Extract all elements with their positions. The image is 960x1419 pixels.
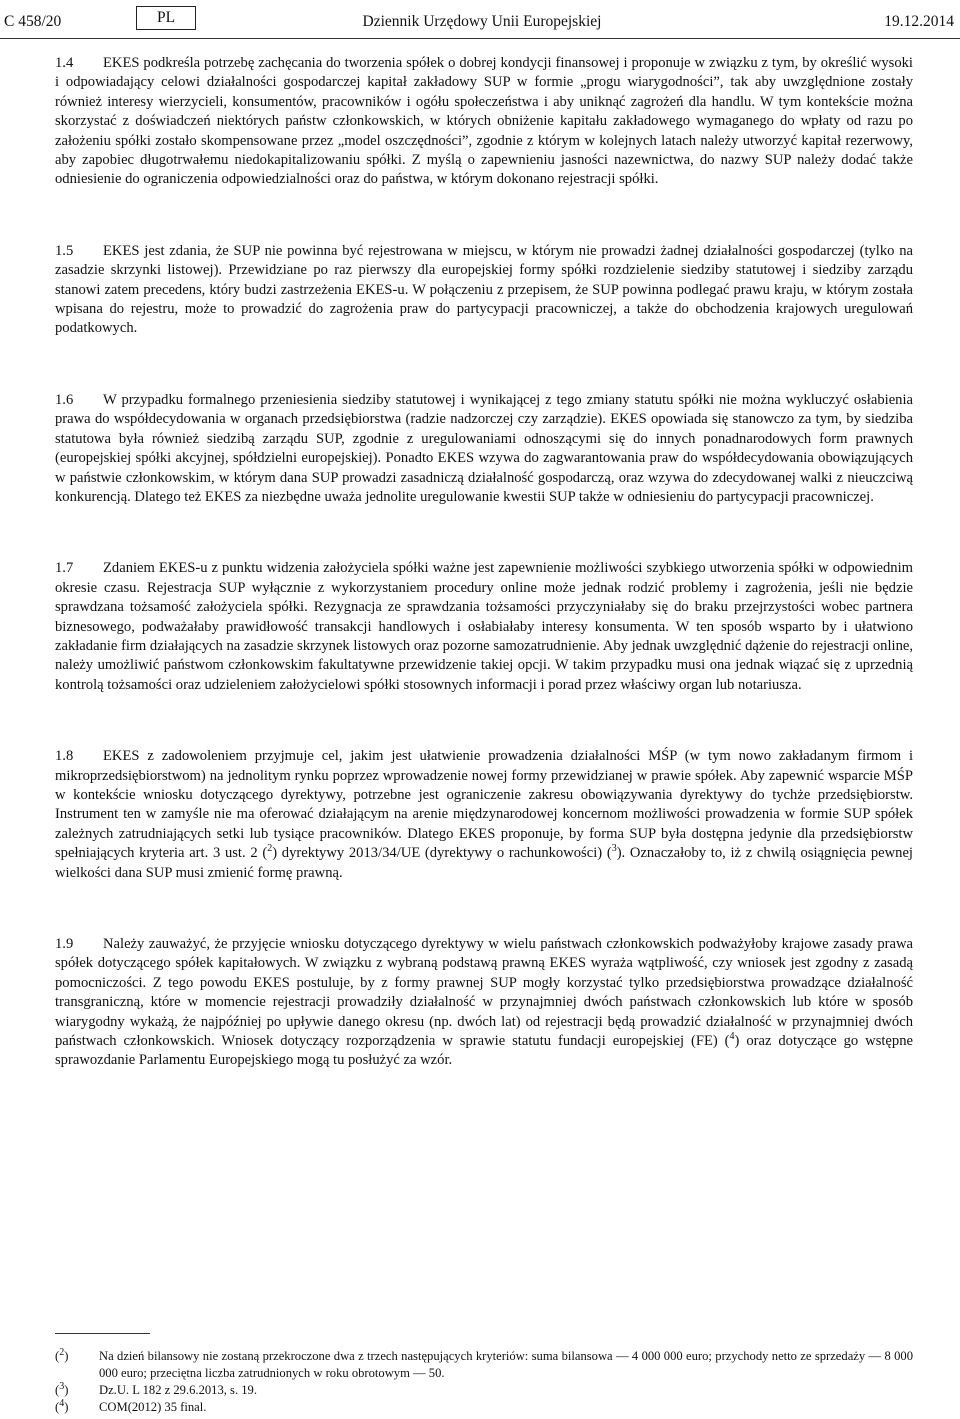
footnote-3 — [55, 1382, 913, 1399]
paragraph-number: 1.7 — [55, 560, 74, 577]
paragraph-1-5 — [55, 242, 913, 339]
footnote-reference[interactable]: 4 — [729, 1031, 735, 1043]
paragraph-number: 1.5 — [55, 242, 74, 259]
document-body — [55, 54, 913, 1071]
language-badge: PL — [136, 6, 196, 30]
paragraph-number: 1.9 — [55, 936, 74, 952]
paragraph-text: EKES z zadowoleniem przyjmuje cel, jakim jest ułatwienie prowadzenia działalności MŚP (w tym nowo zakładanym firmom i mikroprzedsiębiorstwom) na jednolitym rynku poprzez wprowadzenie nowej formy przewidzianej w prawie spółek. Aby zapewnić wsparcie MŚP w kontekście wniosku dotyczącego dyrektywy, potrzebne jest ograniczenie zakresu obowiązywania dyrektywy do tychże przedsiębiorstw. Instrument ten w zamyśle nie ma oferować działającym na arenie międzynarodowej koncernom możliwości prowadzenia w formie SUP spółek zależnych zatrudniających setki lub tysiące pracowników. Dlatego EKES proponuje, by forma SUP była dostępna jedynie dla przedsiębiorstw spełniających kryteria art. 3 ust. 2 ( — [55, 748, 913, 862]
footnote-mark: ($^3$) — [55, 1380, 69, 1397]
paragraph-1-7 — [55, 559, 913, 695]
footnote-reference[interactable]: 3 — [611, 843, 617, 855]
paragraph-text: Zdaniem EKES-u z punktu widzenia założyciela spółki ważne jest zapewnienie możliwości szybkiego utworzenia spółki w odpowiednim okresie czasu. Rejestracja SUP wyłącznie z wykorzystaniem procedury online może jednak rodzić problemy i zagrożenia, jeśli nie będzie sprawdzana tożsamość założyciela spółki. Rezygnacja ze sprawdzania tożsamości przyczyniałaby się do braku przejrzystości wobec partnera biznesowego, podważałaby prawidłowość transakcji handlowych i osłabiałaby interesy konsumenta. W ten sposób wsparto by i ułatwiono zakładanie firm działających na zasadzie skrzynek listowych oraz pozorne samozatrudnienie. Aby jednak uwzględnić dążenie do rejestracji online, należy umożliwić państwom członkowskim fakultatywne przewidzenie takiej opcji. W takim przypadku musi ona jednak wiązać się z uprzednią kontrolą tożsamości oraz udzieleniem założycielowi spółki stosownych informacji i porad przez właściwy organ lub notariusza. — [55, 560, 913, 693]
publication-date: 19.12.2014 — [884, 13, 954, 30]
paragraph-text: EKES podkreśla potrzebę zachęcania do tworzenia spółek o dobrej kondycji finansowej i proponuje w związku z tym, by określić wysoki i odpowiadający celowi działalności gospodarczej kapitał zakładowy SUP w formie „progu wiarygodności”, tak aby uwzględnione zostały również interesy wierzycieli, konsumentów, pracowników i ogółu społeczeństwa i aby uniknąć zagrożeń dla handlu. W tym kontekście można skorzystać z doświadczeń niektórych państw członkowskich, w których obniżenie kapitału zakładowego wymaganego do wpłaty od razu po założeniu spółki zostało skompensowane przez „model oszczędności”, zgodnie z którym w kolejnych latach należy utworzyć kapitał rezerwowy, aby zapobiec długotrwałemu niedokapitalizowaniu spółki. Z myślą o zapewnieniu jasności nazewnictwa, do nazwy SUP należy dodać także odniesienie do ograniczenia odpowiedzialności oraz do państwa, w którym dokonano rejestracji spółki. — [55, 55, 913, 188]
paragraph-text: ) dyrektywy 2013/34/UE (dyrektywy o rachunkowości) ( — [272, 845, 612, 862]
paragraph-text: EKES jest zdania, że SUP nie powinna być rejestrowana w miejscu, w którym nie prowadzi żadnej działalności gospodarczej (tylko na zasadzie skrzynki listowej). Przewidziane po raz pierwszy dla europejskiej formy spółki rozdzielenie siedziby statutowej i siedziby zarządu stanowi zatem precedens, który budzi zastrzeżenia EKES-u. W połączeniu z przepisem, że SUP powinna podlegać prawu kraju, w którym została wpisana do rejestru, może to prowadzić do zagrożenia praw do partycypacji pracowniczej, a także do obchodzenia krajowych uregulowań podatkowych. — [55, 242, 913, 337]
paragraph-text: Należy zauważyć, że przyjęcie wniosku dotyczącego dyrektywy w wielu państwach członkowskich podważyłoby krajowe zasady prawa spółek dotyczącego spółek kapitałowych. W związku z wybraną podstawą prawną EKES wyraża wątpliwość, czy wniosek jest zgodny z zasadą pomocniczości. Z tego powodu EKES postuluje, by z formy prawnej SUP mogły korzystać tylko przedsiębiorstwa prowadzące działalność transgraniczną, które w momencie rejestracji prowadziły działalność w przynajmniej dwóch państwach członkowskich lub które w sposób wiarygodny wykażą, że najpóźniej po upływie danego okresu (np. dwóch lat) od rejestracji będą prowadzić działalność w przynajmniej dwóch państwach członkowskich. Wniosek dotyczący rozporządzenia w sprawie statutu fundacji europejskiej (FE) ( — [55, 936, 913, 1050]
footnote-reference[interactable]: 2 — [267, 843, 273, 855]
paragraph-number: 1.4 — [55, 55, 74, 71]
paragraph-1-6 — [55, 391, 913, 507]
paragraph-1-9 — [55, 935, 913, 1071]
footnote-text: Dz.U. L 182 z 29.6.2013, s. 19. — [99, 1383, 257, 1397]
footnote-2 — [55, 1348, 913, 1382]
journal-title: Dziennik Urzędowy Unii Europejskiej — [362, 13, 602, 30]
header-divider — [0, 38, 960, 39]
footnote-text: Na dzień bilansowy nie zostaną przekroczone dwa z trzech następujących kryteriów: suma bilansowa — 4 000 000 euro; przychody netto ze sprzedaży — 8 000 000 euro; przeciętna liczba zatrudnionych w roku obrotowym — 50. — [99, 1349, 913, 1380]
paragraph-1-8 — [55, 747, 913, 883]
footnote-4 — [55, 1399, 913, 1416]
paragraph-text: W przypadku formalnego przeniesienia siedziby statutowej i wynikającej z tego zmiany statutu spółki nie można wykluczyć osłabienia prawa do współdecydowania w organach przedsiębiorstwa (radzie nadzorczej czy zarządzie). EKES opowiada się stanowczo za tym, by siedziba statutowa była również siedzibą zarządu SUP, zgodnie z uregulowaniami odnoszącymi się do innych ponadnarodowych form prawnych (europejskiej spółki akcyjnej, spółdzielni europejskiej). Ponadto EKES wzywa do zagwarantowania praw do współdecydowania obowiązujących w państwie członkowskim, w którym dana SUP prowadzi zasadniczą działalność gospodarczą, oraz wzywa do zdecydowanej walki z nieuczciwą konkurencją. Dlatego też EKES za niezbędne uważa jednolite uregulowanie kwestii SUP także w odniesieniu do partycypacji pracowniczej. — [55, 391, 913, 505]
footnotes — [55, 1348, 913, 1416]
paragraph-number: 1.8 — [55, 748, 74, 765]
footnote-mark: ($^2$) — [55, 1346, 69, 1363]
paragraph-number: 1.6 — [55, 391, 74, 408]
paragraph-text: ) oraz dotyczące go wstępne sprawozdanie Parlamentu Europejskiego mogą tu posłużyć za wzór. — [55, 1033, 913, 1069]
paragraph-text: ). Oznaczałoby to, iż z chwilą osiągnięcia pewnej wielkości dana SUP musi zmienić formę prawną. — [55, 845, 913, 881]
document-reference: C 458/20 — [4, 13, 62, 30]
paragraph-1-4 — [55, 54, 913, 190]
page-header — [0, 4, 960, 34]
footnote-mark: ($^4$) — [55, 1397, 69, 1414]
footnote-divider — [55, 1333, 150, 1334]
footnote-text: COM(2012) 35 final. — [99, 1400, 207, 1414]
